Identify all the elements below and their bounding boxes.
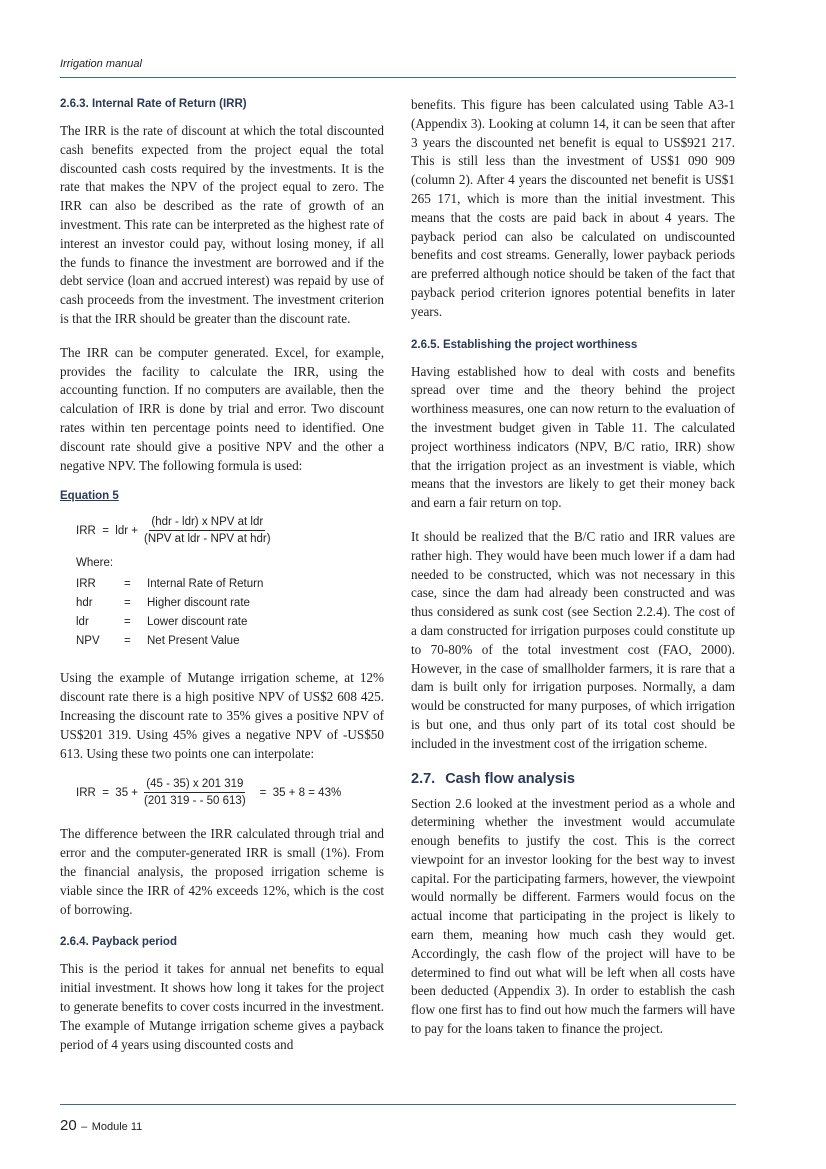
footer-separator: – xyxy=(81,1121,88,1133)
header-rule xyxy=(60,77,736,78)
where-symbol: ldr xyxy=(76,616,89,629)
where-definition: Higher discount rate xyxy=(147,597,250,610)
section-heading-2-6-5: 2.6.5. Establishing the project worthiness xyxy=(411,338,638,351)
where-equals: = xyxy=(124,597,131,610)
paragraph: The difference between the IRR calculated through trial and error and the computer-generated IRR is small (1%). From the financial analysis, the proposed irrigation scheme is viable since the IRR of 42% exceeds 12%, which is the cost of borrowing. xyxy=(60,826,384,917)
formula-fraction xyxy=(142,516,273,545)
where-row xyxy=(76,594,384,613)
formula-result: = 35 + 8 = 43% xyxy=(259,786,342,799)
where-label: Where: xyxy=(76,557,114,570)
where-equals: = xyxy=(124,578,131,591)
where-definition: Net Present Value xyxy=(147,635,240,648)
section-heading-2-7 xyxy=(411,769,735,789)
running-header: Irrigation manual xyxy=(60,58,142,70)
where-legend xyxy=(76,557,384,651)
equation-title: Equation 5 xyxy=(60,490,119,503)
formula-numerator: (45 - 35) x 201 319 xyxy=(144,778,245,793)
where-symbol: hdr xyxy=(76,597,93,610)
where-row xyxy=(76,613,384,632)
section-heading-2-6-4: 2.6.4. Payback period xyxy=(60,936,177,949)
where-definition: Lower discount rate xyxy=(147,616,248,629)
formula-fraction xyxy=(142,778,248,807)
where-definition: Internal Rate of Return xyxy=(147,578,264,591)
formula-denominator: (NPV at ldr - NPV at hdr) xyxy=(144,533,271,546)
formula-numerator: (hdr - ldr) x NPV at ldr xyxy=(149,516,265,531)
paragraph: Having established how to deal with costs and benefits spread over time and the theory behind the project worthiness measures, one can now return to the evaluation of the investment budget given in Table 11. The calculated project worthiness indicators (NPV, B/C ratio, IRR) show that the irrigation project as an investment is viable, which means that the investors are likely to get their money back and earn a fair return on top. xyxy=(411,363,735,511)
section-number: 2.7. xyxy=(411,770,436,787)
paragraph: benefits. This figure has been calculated using Table A3-1 (Appendix 3). Looking at column 14, it can be seen that after 3 years the discounted net benefit is equal to US$921 217. This is still less than the investment of US$1 090 909 (column 2). After 4 years the discounted net benefit is US$1 265 171, which is more than the initial investment. This means that the costs are paid back in about 4 years. The payback period can also be calculated on undiscounted benefits and cost streams. Generally, lower payback periods are preferred although notice should be taken of the fact that payback period criterion ignores potential benefits in later years. xyxy=(411,97,735,319)
where-equals: = xyxy=(124,616,131,629)
paragraph: This is the period it takes for annual net benefits to equal initial investment. It shows how long it takes for the project to generate benefits to cover costs incurred in the investment. The example of Mutange irrigation scheme gives a payback period of 4 years using discounted costs and xyxy=(60,961,384,1052)
formula-lhs: IRR = ldr + xyxy=(76,524,138,537)
where-equals: = xyxy=(124,635,131,648)
where-symbol: NPV xyxy=(76,635,100,648)
paragraph: It should be realized that the B/C ratio and IRR values are rather high. They would have been much lower if a dam had needed to be constructed, which was not necessary in this case, since the dam had already been constructed and was thus considered as sunk cost (see Section 2.2.4). The cost of a dam constructed for irrigation purposes could constitute up to 70-80% of the total investment cost (FAO, 2000). However, in the case of smallholder farmers, it is rare that a dam is built only for irrigation purposes. Normally, a dam would be constructed for many purposes, of which irrigation is but one, and thus only part of its total cost should be included in the investment cost of the irrigation scheme. xyxy=(411,528,735,751)
paragraph: The IRR can be computer generated. Excel, for example, provides the facility to calculate the IRR, using the accounting function. If no computers are available, then the calculation of IRR is done by trial and error. Two discount rates within ten percentage points need to identified. One discount rate should give a positive NPV and the other a negative NPV. The following formula is used: xyxy=(60,344,384,473)
section-title: Cash flow analysis xyxy=(445,770,575,787)
where-row xyxy=(76,575,384,594)
paragraph: The IRR is the rate of discount at which the total discounted cash benefits expected from the project equal the total discounted cash costs required by the investments. It is the rate that makes the NPV of the project equal to zero. The IRR can also be described as the rate of growth of an investment. This rate can be interpreted as the highest rate of interest an investor could pay, without losing money, if all the funds to finance the investment are borrowed and if the debt service (loan and accrued interest) was repaid by use of cash proceeds from the investment. The investment criterion is that the IRR should be greater than the discount rate. xyxy=(60,123,384,326)
footer-rule xyxy=(60,1104,736,1105)
module-label: Module 11 xyxy=(91,1121,143,1133)
formula-denominator: (201 319 - - 50 613) xyxy=(144,795,246,808)
interpolation-formula xyxy=(76,778,384,807)
paragraph: Section 2.6 looked at the investment period as a whole and determining whether the investment would accumulate enough benefits to justify the cost. This is the correct viewpoint for an investor looking for the best way to invest capital. For the participating farmers, however, the viewpoint would normally be different. Farmers would focus on the actual income that participating in the project is likely to earn them, meaning how much cash they would get. Accordingly, the cash flow of the project will have to be determined to find out what will be left when all costs have been deducted (Appendix 3). In order to establish the cash flow one first has to find out how much the farmers will have to pay for the loans taken to finance the project. xyxy=(411,795,735,1037)
right-column xyxy=(411,96,735,1054)
where-row xyxy=(76,632,384,651)
section-heading-2-6-3: 2.6.3. Internal Rate of Return (IRR) xyxy=(60,98,247,110)
paragraph: Using the example of Mutange irrigation scheme, at 12% discount rate there is a high positive NPV of US$2 608 425. Increasing the discount rate to 35% gives a positive NPV of US$201 319. Using 45% gives a negative NPV of -US$50 613. Using these two points one can interpolate: xyxy=(60,670,384,761)
left-column xyxy=(60,96,384,1069)
formula-lhs: IRR = 35 + xyxy=(76,786,139,799)
page-number: 20 xyxy=(60,1117,77,1134)
page-footer xyxy=(60,1117,142,1135)
equation-5-formula xyxy=(76,516,384,545)
where-symbol: IRR xyxy=(76,578,96,591)
